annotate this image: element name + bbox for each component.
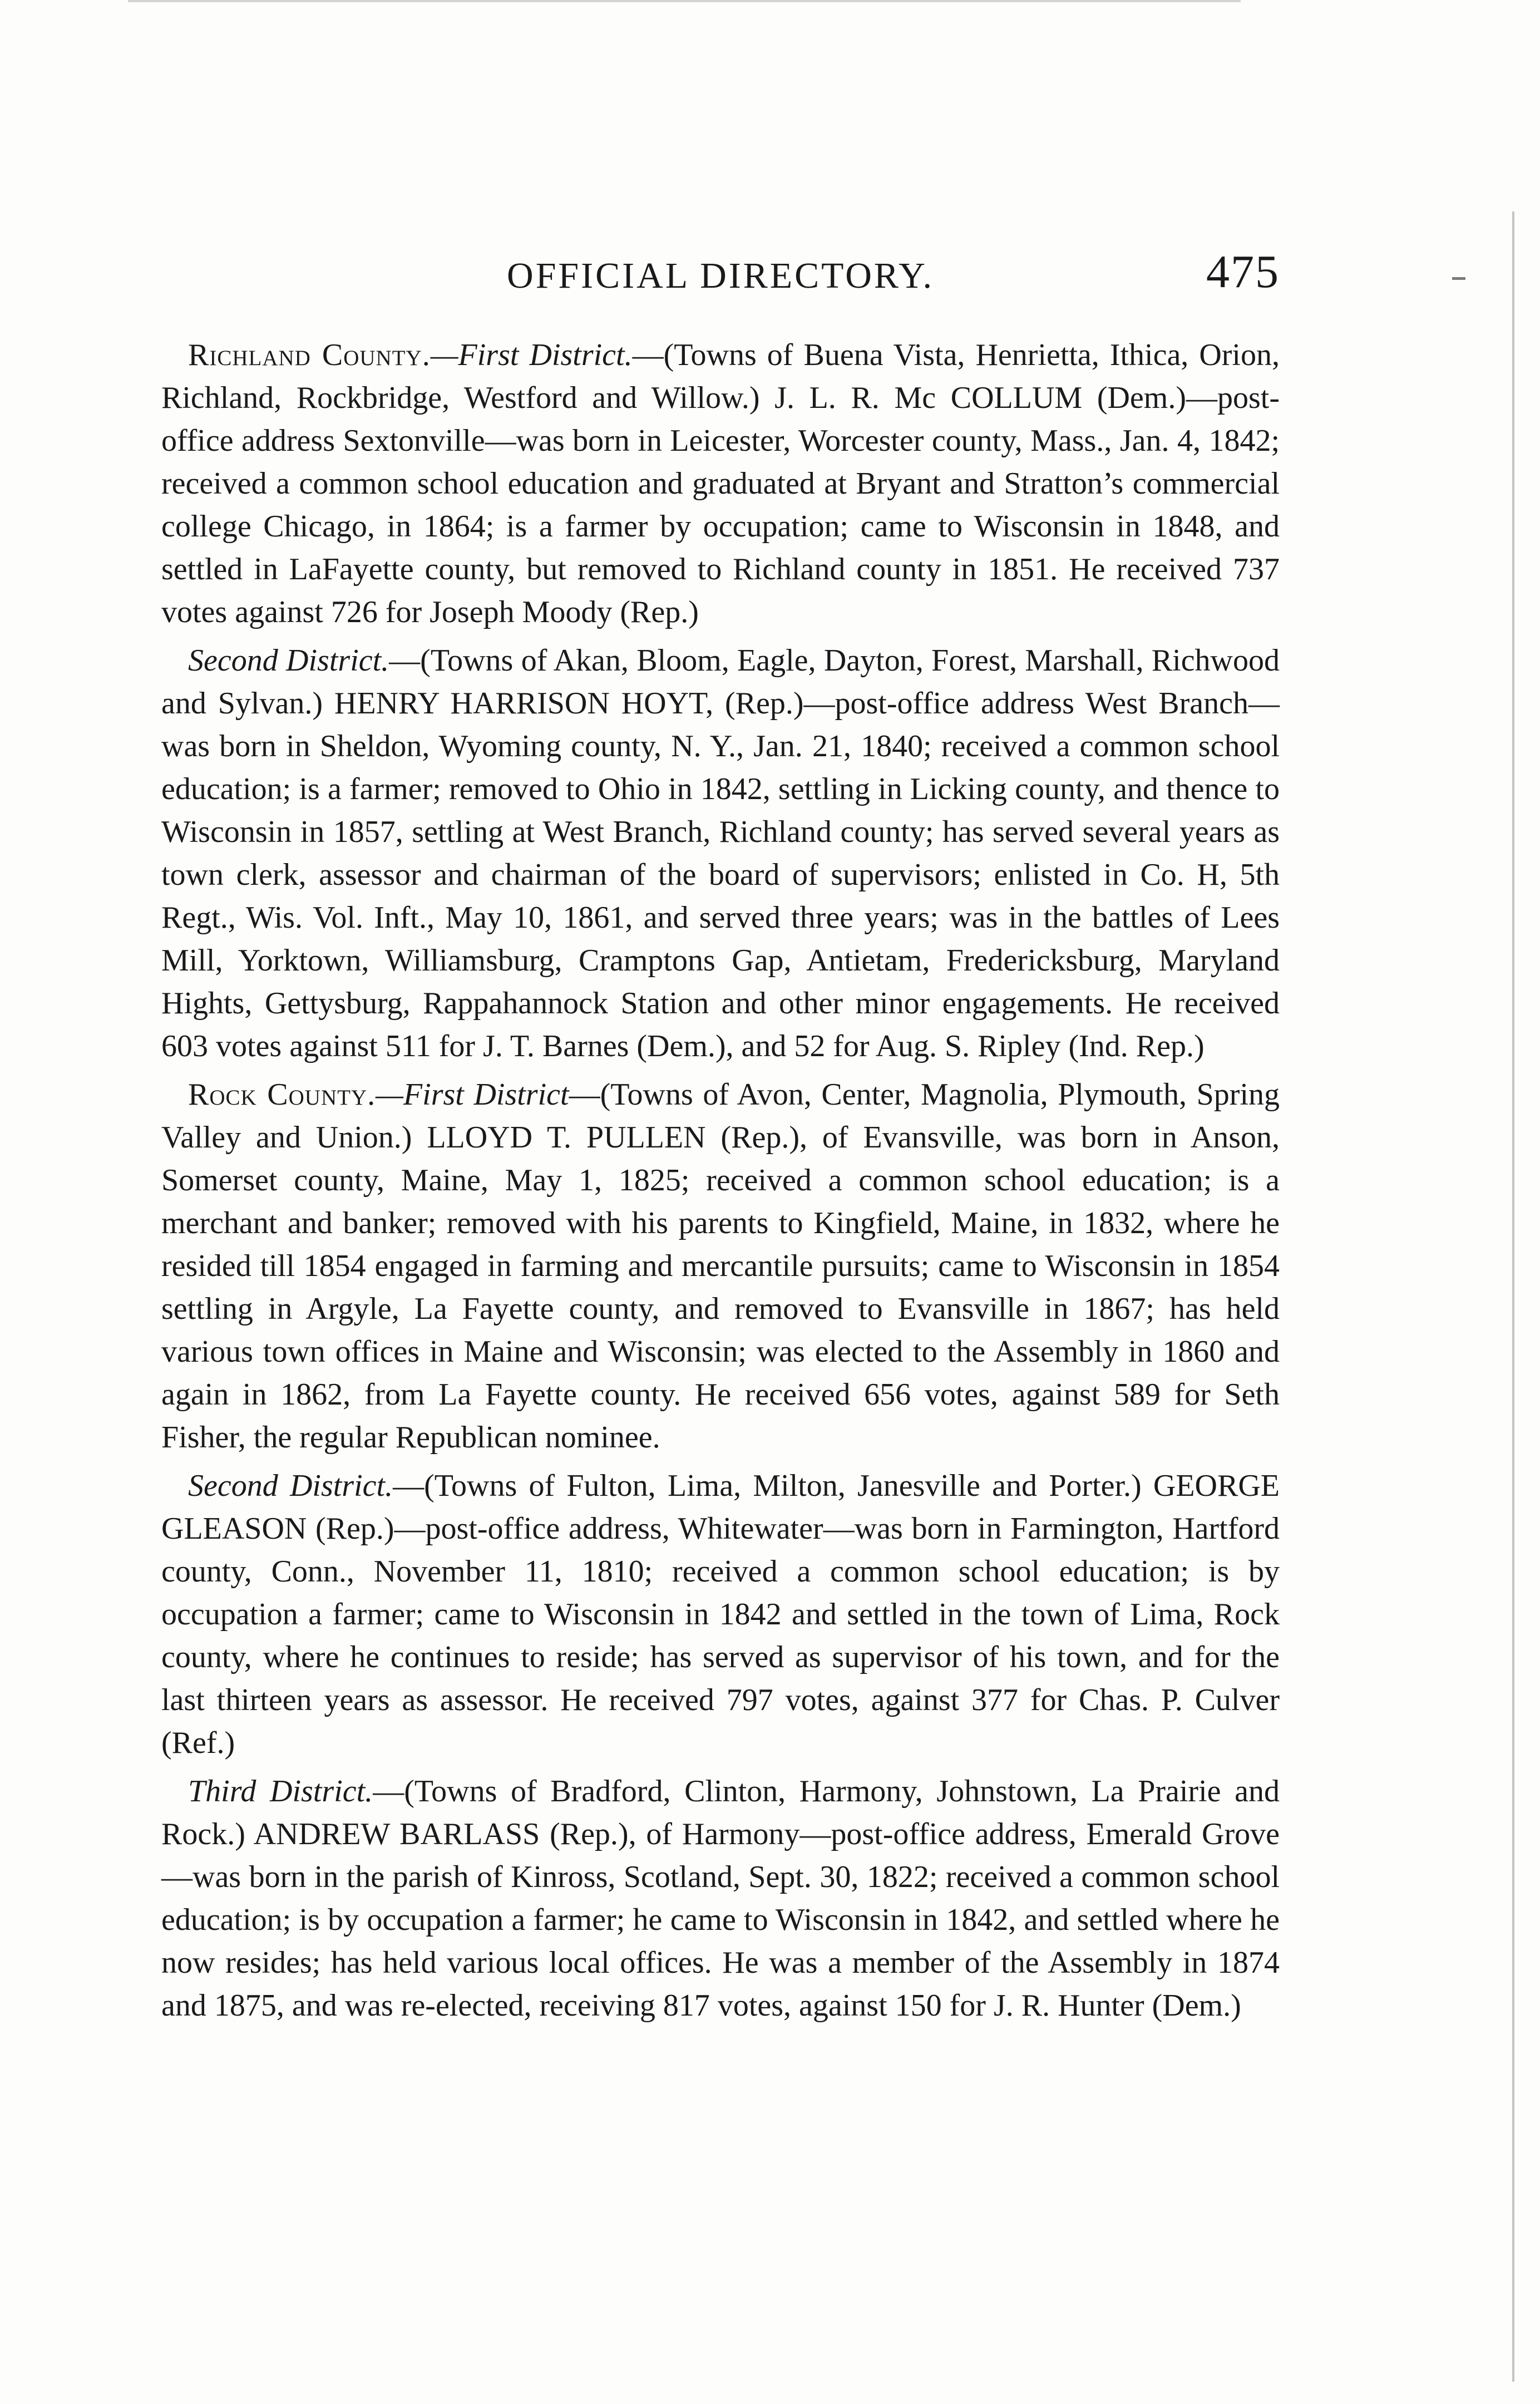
district-heading: Third District. [188,1774,373,1809]
entry-text: —(Towns of Akan, Bloom, Eagle, Dayton, Forest, Marshall, Richwood and Sylvan.) HENRY HARRISON HOYT, (Rep.)—post-office address West Branch—was born in Sheldon, Wyoming county, N. Y., Jan. 21, 1840; received a common school education; is a farmer; removed to Ohio in 1842, settling in Licking county, and thence to Wisconsin in 1857, settling at West Branch, Richland county; has served several years as town clerk, assessor and chairman of the board of supervisors; enlisted in Co. H, 5th Regt., Wis. Vol. Inft., May 10, 1861, and served three years; was in the battles of Lees Mill, Yorktown, Williamsburg, Cramptons Gap, Antietam, Fredericksburg, Maryland Hights, Gettysburg, Rappahannock Station and other minor engagements. He received 603 votes against 511 for J. T. Barnes (Dem.), and 52 for Aug. S. Ripley (Ind. Rep.) [161,643,1280,1063]
scan-edge-right [1512,211,1514,2382]
entry-text: —(Towns of Avon, Center, Magnolia, Plymouth, Spring Valley and Union.) LLOYD T. PULLEN (Rep.), of Evansville, was born in Anson, Somerset county, Maine, May 1, 1825; received a common school education; is a merchant and banker; removed with his parents to Kingfield, Maine, in 1832, where he resided till 1854 engaged in farming and mercantile pursuits; came to Wisconsin in 1854 settling in Argyle, La Fayette county, and removed to Evansville in 1867; has held various town offices in Maine and Wisconsin; was elected to the Assembly in 1860 and again in 1862, from La Fayette county. He received 656 votes, against 589 for Seth Fisher, the regular Republican nominee. [161,1077,1280,1455]
district-heading: Second District. [188,1469,393,1503]
county-heading: Rock County. [188,1077,376,1112]
entry-text: —(Towns of Bradford, Clinton, Harmony, Johnstown, La Prairie and Rock.) ANDREW BARLASS (Rep.), of Harmony—post-office address, Emerald Grove—was born in the parish of Kinross, Scotland, Sept. 30, 1822; received a common school education; is by occupation a farmer; he came to Wisconsin in 1842, and settled where he now resides; has held various local offices. He was a member of the Assembly in 1874 and 1875, and was re-elected, receiving 817 votes, against 150 for J. R. Hunter (Dem.) [161,1774,1280,2023]
district-heading: Second District. [188,643,389,678]
entry-rock-first-district [161,1073,1280,1459]
page-header [161,245,1280,306]
page-body [161,334,1280,2033]
entry-text: —(Towns of Buena Vista, Henrietta, Ithica, Orion, Richland, Rockbridge, Westford and Willow.) J. L. R. Mc COLLUM (Dem.)—post-office address Sextonville—was born in Leicester, Worcester county, Mass., Jan. 4, 1842; received a common school education and graduated at Bryant and Stratton’s commercial college Chicago, in 1864; is a farmer by occupation; came to Wisconsin in 1848, and settled in LaFayette county, but removed to Richland county in 1851. He received 737 votes against 726 for Joseph Moody (Rep.) [161,338,1280,629]
entry-richland-second-district [161,639,1280,1068]
scan-edge-top [128,0,1241,2]
county-heading: Richland County. [188,338,431,372]
entry-text: —(Towns of Fulton, Lima, Milton, Janesville and Porter.) GEORGE GLEASON (Rep.)—post-office address, Whitewater—was born in Farmington, Hartford county, Conn., November 11, 1810; received a common school education; is by occupation a farmer; came to Wisconsin in 1842 and settled in the town of Lima, Rock county, where he continues to reside; has served as supervisor of his town, and for the last thirteen years as assessor. He received 797 votes, against 377 for Chas. P. Culver (Ref.) [161,1469,1280,1760]
district-heading: —First District [376,1077,569,1112]
entry-rock-second-district [161,1465,1280,1765]
page-number: 475 [1206,246,1280,298]
entry-richland-first-district [161,334,1280,634]
entry-rock-third-district [161,1770,1280,2027]
running-title: OFFICIAL DIRECTORY. [507,255,934,296]
margin-mark [1452,277,1465,280]
district-heading: —First District. [430,338,633,372]
